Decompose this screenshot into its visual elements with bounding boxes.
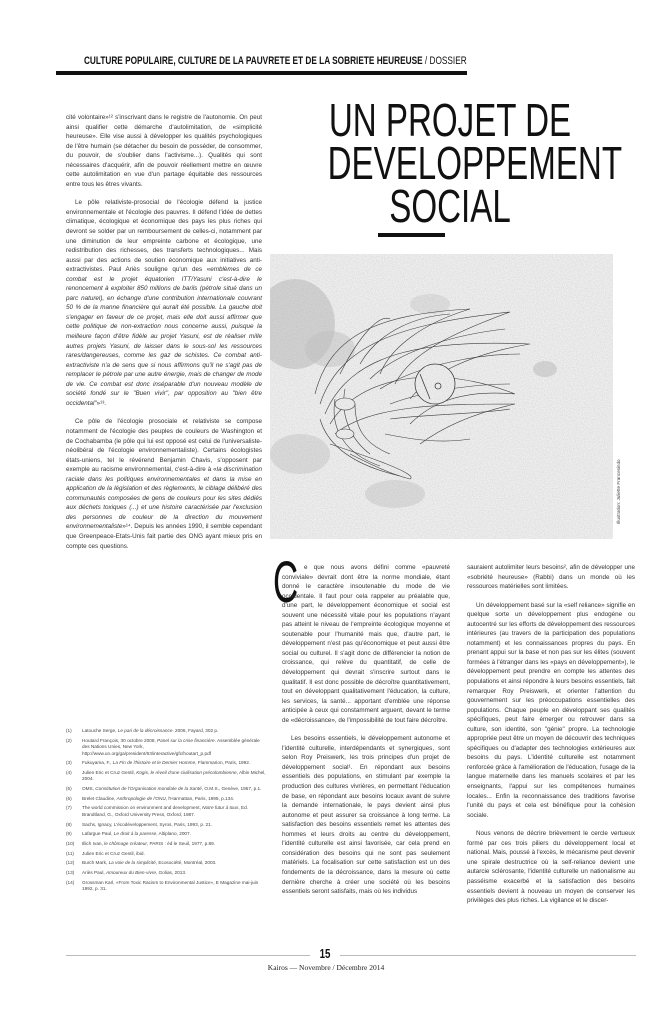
publication-footer: Kairos — Novembre / Décembre 2014 xyxy=(267,963,385,972)
footnote-text xyxy=(82,786,266,792)
footnote-run: OMS, xyxy=(82,786,96,792)
footnote-text xyxy=(82,822,266,828)
footnote xyxy=(66,841,266,847)
column-middle xyxy=(282,563,450,897)
footnote-number: (12) xyxy=(66,860,75,866)
running-title: CULTURE POPULAIRE, CULTURE DE LA PAUVRETE ET DE LA SOBRIETE HEUREUSE xyxy=(84,55,423,67)
footnote xyxy=(66,870,266,876)
footnote-title: Amoureux du Bien-vivre xyxy=(105,870,156,876)
illustration xyxy=(270,254,613,539)
footnote-text xyxy=(82,851,266,857)
footnote xyxy=(66,860,266,866)
section-label: DOSSIER xyxy=(429,55,467,67)
footnote-number: (13) xyxy=(66,870,75,876)
footnote-run: Brelet Claudine, xyxy=(82,795,117,801)
paragraph: Les besoins essentiels, le développement autonome et l'identité culturelle, interdépendants et synergiques, sont selon Roy Preiswerk, les trois principes d'un projet de développement social¹. En répondant aux besoins essentiels des populations, en stimulant par exemple la production des cultures vivrières, en permettant l'éducation de base, en répondant aux besoins locaux avant de suivre la demande internationale, le pays devient ainsi plus autonome et peut assurer sa croissance à long terme. La satisfaction des besoins essentiels remet les attentes des hommes et leurs droits au centre du développement, l'identité culturelle est ainsi favorisée, car cela prend en considération des besoins qui ne sont pas seulement matériels. La focalisation sur cette satisfaction est un des fondements de la décroissance, dans la mesure où cette dernière cherche à créer une société où les besoins essentiels seront satisfaits, mais où les individus xyxy=(282,735,450,896)
footnote-title: Anthropologie de l'ONU xyxy=(116,795,166,801)
illustration-credit: Illustration: Juliette Francesindo xyxy=(616,459,621,524)
footnote xyxy=(66,728,266,734)
footnote-run: Grossman Karl, «From Toxic Racism to Environmental Justice», E Magazine mai-juin 1992, p. 31. xyxy=(82,879,259,892)
footnote-run: Ariès Paul, xyxy=(82,870,106,876)
paragraph: Un développement basé sur la «self reliance» signifie en quelque sorte un développement plus endogène ou autocentré sur les efforts de développement des ressources intérieures (au travers de la participation des populations notamment) et les connaissances propres du pays. En prenant appui sur la base et non pas sur les élites (souvent formées à l'étranger dans les «pays en développement»), le développement peut prendre en compte les attentes des populations et ainsi répondre à leurs besoins essentiels, fait remarquer Roy Preiswerk, et orienter l'attention du gouvernement sur les préoccupations essentielles des populations. Chaque peuple en développant ses qualités spécifiques, peut faire émerger ou retrouver dans sa culture, son identité, son "génie" propre. La technologie appropriée peut être un moyen de découvrir des techniques spécifiques ou d'adapter des technologies extérieures aux besoins du pays. L'identité culturelle est notamment renforcée grâce à l'amélioration de l'éducation, l'usage de la langue maternelle dans les manuels scolaires et par les enseignants, l'appui sur les compétences humaines locales... Enfin la reconnaissance des traditions favorise l'unité du pays et cela est bénéfique pour la cohésion sociale. xyxy=(467,601,635,819)
text-run: »¹⁴. Depuis les années 1990, il semble cependant que Greenpeace-Etats-Unis fait partie des ONG ayant mieux pris en compte ces questions. xyxy=(66,523,262,550)
footnote-run: Houtard François, 30 octobre 2008, xyxy=(82,737,158,743)
footnote-number: (2) xyxy=(66,737,72,743)
illustration-drawing xyxy=(270,254,613,539)
quote-italic: emblèmes de ce combat est le projet équatorien ITT/Yasuni c'est-à-dire le renoncement à exploiter 850 millions de barils (pétrole situé dans un parc naturel), en échange d'une contribution internationale couvrant 50 % de la manne financière qui aurait été possible. La gauche doit s'engager en faveur de ce projet, mais elle doit aussi affirmer que cette politique de non-extraction nous concerne aussi, puisque la meilleure façon d'être fidèle au projet Yasuni, est de réaliser mille autres projets Yasuni, de laisser dans le sous-sol les ressources rares/dangereuses, comme les gaz de schistes. Ce combat anti-extractiviste n'a de sens que si nous affirmons qu'il ne s'agit pas de remplacer le pétrole par une autre énergie, mais de changer de mode de vie. Ce combat est donc inséparable d'un nouveau modèle de société fondé sur le "Buen vivir", par opposition au "bien être occidental" xyxy=(66,266,263,407)
footnote-run: , Albin Michel, 2004. xyxy=(82,769,266,782)
footnote-number: (10) xyxy=(66,840,75,846)
paragraph: e que nous avons défini comme «pauvreté conviviale» devrait dont être la norme mondiale, étant donné le caractère insoutenable du mode de vie occidentale. Il faut pour cela rappeler au préalable que, d'une part, le développement économique et social est souvent une nécessité vitale pour les populations n'ayant pas atteint le niveau de l'empreinte écologique moyenne et soutenable pour l'humanité mais que, d'autre part, le développement n'est pas qu'économique et peut aussi être social ou culturel. Il s'agit donc de différencier la notion de croissance, qui relève du quantitatif, de celle de développement qui devrait s'inscrire surtout dans le qualitatif. Il est donc possible de décroître quantitativement, tout en développant qualitativement l'éducation, la culture, les services, la santé... apportant d'emblée une réponse anticipée à ceux qui constamment arguent, devant le terme de «décroissance», de l'impossibilité de tout faire décroître. xyxy=(282,564,450,724)
header-separator: / xyxy=(422,55,430,67)
footnote-text xyxy=(82,796,266,802)
text-run: Le pôle relativiste-prosocial de l'écologie défend la justice environnementale et l'écologie des pauvres. Il défend l'idée de dettes climatique, écologique et économique des pays les plus riches qui devront se solder par un remboursement de celles-ci, notamment par une diminution de leur empreinte carbone et écologique, une redistribution des richesses, des transferts technologiques... Mais aussi par des actions de soutien économique aux initiatives anti-extractivistes. Paul Ariès souligne qu'un des « xyxy=(66,199,262,274)
column-right xyxy=(467,563,635,906)
footnote xyxy=(66,738,266,757)
footnote xyxy=(66,786,266,792)
footnote-run: Fukuyama, F., xyxy=(82,760,113,766)
footnote xyxy=(66,880,266,893)
footnote xyxy=(66,851,266,857)
column-left xyxy=(66,113,262,551)
footnote-number: (1) xyxy=(66,728,72,733)
paragraph: cité volontaire»¹² s'inscrivant dans le registre de l'autonomie. On peut ainsi qualifier cette démarche d'autolimitation, de «simplicité heureuse». Elle vise aussi à développer les qualités psychologiques de l'être humain (se détacher du besoin de posséder, de consommer, du pouvoir, de s'oublier dans l'activisme...). Qualités qui sont nécessaires d'acquérir, afin de pouvoir réellement mettre en œuvre cette autolimitation en vue d'un partage équitable des ressources entre tous les êtres vivants. xyxy=(66,114,262,188)
footnote-number: (5) xyxy=(66,786,72,792)
footnote-run: , Altiplano, 2007. xyxy=(156,831,191,837)
header-text xyxy=(84,55,467,67)
footer-rule xyxy=(66,955,636,956)
footnote-run: , Ecosociété, Montréal, 2003. xyxy=(155,860,217,866)
footnote-number: (14) xyxy=(66,879,75,885)
title-rule xyxy=(378,233,445,237)
footnote-run: Latouche Serge, xyxy=(82,728,118,733)
title-line: DEVELOPPEMENT xyxy=(327,137,623,189)
footnote xyxy=(66,770,266,783)
footnote-title: Notre futur à tous xyxy=(202,805,239,811)
footnotes xyxy=(66,728,266,896)
footnote-number: (6) xyxy=(66,795,72,801)
title-line: UN PROJET DE xyxy=(328,94,572,146)
footnote-text xyxy=(82,841,266,847)
footnote-run: Sachs, Ignacy, L'écodéveloppement, Syros, Paris, 1993, p. 21. xyxy=(82,821,213,827)
footnote-number: (9) xyxy=(66,831,72,837)
paragraph: sauraient autolimiter leurs besoins², afin de développer une «sobriété heureuse» (Rabbi) dans un monde où les ressources matérielles sont limitées. xyxy=(467,564,635,591)
text-run: Ce pôle de l'écologie prosociale et relativiste se compose notamment de l'écologie des peuples de couleurs de Washington et de Cochabamba (le pôle qui lui est opposé est celui de l'universaliste-néolibéral de l'écologie environnementaliste). Certains écologistes états-uniens, tel le révérend Benjamin Chavis, s'opposent par exemple au racisme environnemental, c'est-à-dire à « xyxy=(66,418,262,474)
footnote xyxy=(66,805,266,818)
footnote-run: Lafargue Paul, xyxy=(82,831,114,837)
footnote-text xyxy=(82,831,266,837)
footnote xyxy=(66,760,266,766)
paragraph: Nous venons de décrire brièvement le cercle vertueux formé par ces trois piliers du développement local et national. Mais, poussé à l'excès, le mécanisme peut devenir une spirale destructrice où la self-reliance devient une autarcie sclérosante, l'identité culturelle un nationalisme au passéisme exacerbé et la satisfaction des besoins essentiels devient à nouveau un moyen de conserver les privilèges des plus riches. La vigilance et le discer- xyxy=(467,830,635,905)
footnote-run: The world commission on environment and development, xyxy=(82,805,203,811)
footnote-text xyxy=(82,728,266,734)
footnote-run: , PARIS : éd le Seuil, 1977, p.89. xyxy=(146,840,216,846)
footnote-text xyxy=(82,870,266,876)
footnote-run: . 2006, Fayard, 302 p. xyxy=(172,728,219,733)
quote-italic: la discrimination raciale dans les politiques environnementales et dans la mise en application de la législation et des règlements, le ciblage délibéré des communautés composées de gens de couleurs pour les sites dédiés aux déchets toxiques (...) et une histoire caractérisée par l'exclusion des personnes de couleur de la direction du mouvement environnementaliste xyxy=(66,466,262,531)
footnote-run: , Flammarion, Paris, 1992. xyxy=(195,760,251,766)
title-line: SOCIAL xyxy=(389,180,511,232)
footnote-run: . Assemblée générale des Nations Unies, New York, http://www.un.org/ga/president/63/interactive/gfc/houtart_p.pdf xyxy=(82,737,260,756)
footnote-title: La voie de la simplicité xyxy=(108,860,156,866)
footnote-number: (4) xyxy=(66,769,72,775)
header-rule xyxy=(56,71,467,75)
footnote-run: , Ed. Brandtland, G., Oxford University Press, Oxford, 1987. xyxy=(82,805,248,817)
footnote-text xyxy=(82,760,266,766)
footnote-number: (3) xyxy=(66,760,72,766)
footnote-run: , l'Harmattan, Paris, 1995, p.134. xyxy=(165,795,235,801)
footnote-text xyxy=(82,770,266,783)
paragraph xyxy=(66,417,262,551)
footnote xyxy=(66,822,266,828)
footnote-run: , O.M.S., Genève, 1967, p.1. xyxy=(201,786,262,792)
footnote-text xyxy=(82,880,266,893)
footnote-title: le chômage créateur xyxy=(104,840,147,846)
footnote-title: La Fin de l'histoire et le Dernier Homme xyxy=(112,760,196,766)
footnote-run: Julien Eric et Cruz Gentil, xyxy=(82,769,137,775)
page-number: 15 xyxy=(310,946,340,961)
footnote-number: (11) xyxy=(66,850,74,856)
footnote-text xyxy=(82,805,266,818)
footnote-text xyxy=(82,738,266,757)
footnote-run: Julien Eric et Cruz Gentil, ibid. xyxy=(82,850,145,856)
footnote-title: Constitution de l'Organisation mondiale de la Santé xyxy=(95,786,202,792)
footnote-run: Illich Ivan, xyxy=(82,840,105,846)
footnote-run: Burch Mark, xyxy=(82,860,109,866)
paragraph xyxy=(66,198,262,408)
footnote-number: (7) xyxy=(66,805,72,811)
footnote-number: (8) xyxy=(66,821,72,827)
footnote xyxy=(66,831,266,837)
footnote-title: Le droit à la paresse xyxy=(113,831,157,837)
footnote-title: Kogis, le réveil d'une civilisation précolombienne xyxy=(136,769,237,775)
footnote-run: , Golias, 2013. xyxy=(156,870,187,876)
drop-cap: C xyxy=(273,550,299,615)
footnote xyxy=(66,796,266,802)
article-title xyxy=(327,94,623,232)
text-run: »¹³. xyxy=(96,399,107,407)
footnote-title: Le pari de la décroissance xyxy=(117,728,173,733)
footnote-text xyxy=(82,860,266,866)
footnote-title: Panel sur la crise financière xyxy=(157,737,215,743)
